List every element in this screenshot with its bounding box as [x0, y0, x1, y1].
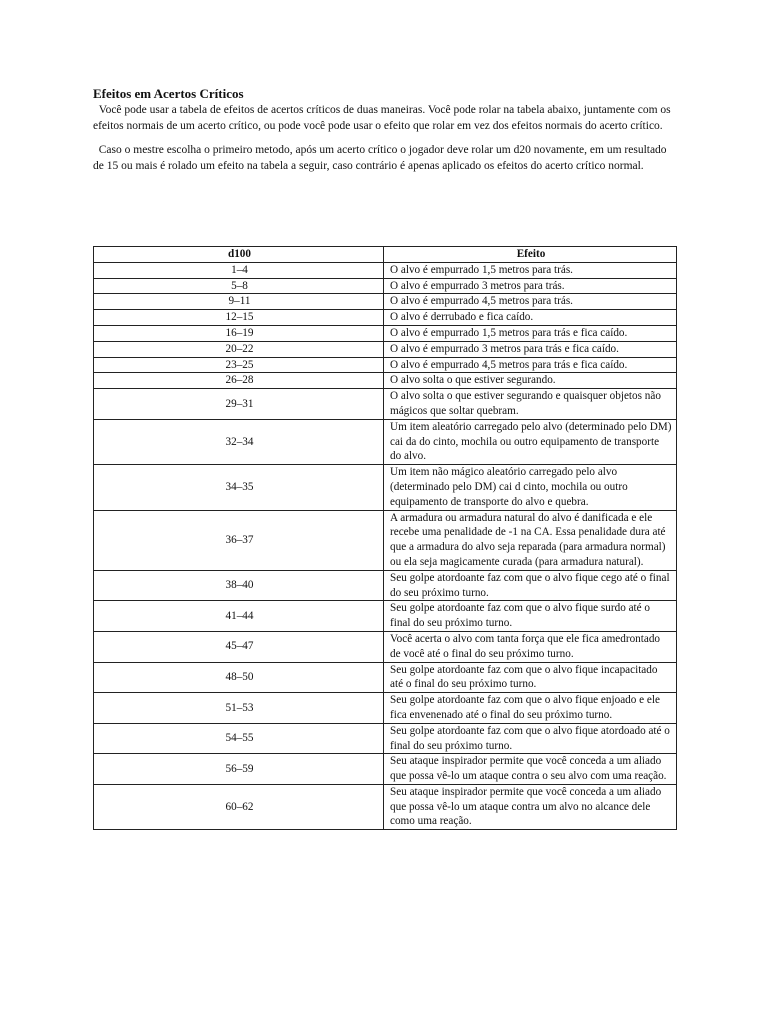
header-d100: d100 [94, 247, 384, 263]
table-row [94, 465, 677, 510]
effect-cell: Um item não mágico aleatório carregado pelo alvo (determinado pelo DM) cai d cinto, mochila ou outro equipamento de transporte do alvo e quebra. [384, 465, 677, 510]
table-header-row [94, 247, 677, 263]
effect-cell: Seu ataque inspirador permite que você conceda a um aliado que possa vê-lo um ataque contra o seu alvo com uma reação. [384, 754, 677, 785]
effect-cell: O alvo é empurrado 4,5 metros para trás. [384, 294, 677, 310]
page-title: Efeitos em Acertos Críticos [93, 86, 244, 101]
table-row [94, 631, 677, 662]
table-row [94, 754, 677, 785]
roll-range-cell: 9–11 [94, 294, 384, 310]
document-page [93, 86, 676, 828]
effect-cell: Você acerta o alvo com tanta força que ele fica amedrontado de você até o final do seu próximo turno. [384, 631, 677, 662]
rules-paragraph: Caso o mestre escolha o primeiro metodo, após um acerto crítico o jogador deve rolar um d20 novamente, em um resultado de 15 ou mais é rolado um efeito na tabela a seguir, caso contrário é apenas aplicado os efeitos do acerto crítico normal. [93, 144, 670, 172]
effect-cell: Seu golpe atordoante faz com que o alvo fique enjoado e ele fica envenenado até o final do seu próximo turno. [384, 693, 677, 724]
effect-cell: O alvo é derrubado e fica caído. [384, 310, 677, 326]
roll-range-cell: 56–59 [94, 754, 384, 785]
header-efeito: Efeito [384, 247, 677, 263]
critical-effects-table [93, 246, 677, 830]
roll-range-cell: 48–50 [94, 662, 384, 693]
roll-range-cell: 34–35 [94, 465, 384, 510]
effect-cell: O alvo é empurrado 3 metros para trás. [384, 278, 677, 294]
effect-cell: Seu golpe atordoante faz com que o alvo fique atordoado até o final do seu próximo turno. [384, 723, 677, 754]
roll-range-cell: 60–62 [94, 784, 384, 829]
table-row [94, 419, 677, 464]
intro-paragraph: Você pode usar a tabela de efeitos de acertos críticos de duas maneiras. Você pode rolar na tabela abaixo, juntamente com os efeitos normais de um acerto crítico, ou pode você pode usar o efeito que rolar em vez dos efeitos normais do acerto crítico. [93, 104, 674, 132]
table-row [94, 389, 677, 420]
roll-range-cell: 45–47 [94, 631, 384, 662]
effect-cell: O alvo solta o que estiver segurando e quaisquer objetos não mágicos que soltar quebram. [384, 389, 677, 420]
effect-cell: Seu golpe atordoante faz com que o alvo fique cego até o final do seu próximo turno. [384, 570, 677, 601]
roll-range-cell: 29–31 [94, 389, 384, 420]
table-row [94, 510, 677, 570]
roll-range-cell: 23–25 [94, 357, 384, 373]
effect-cell: Um item aleatório carregado pelo alvo (determinado pelo DM) cai da do cinto, mochila ou outro equipamento de transporte do alvo. [384, 419, 677, 464]
table-body [94, 262, 677, 829]
roll-range-cell: 38–40 [94, 570, 384, 601]
roll-range-cell: 26–28 [94, 373, 384, 389]
roll-range-cell: 12–15 [94, 310, 384, 326]
table-row [94, 601, 677, 632]
effect-cell: A armadura ou armadura natural do alvo é danificada e ele recebe uma penalidade de -1 na CA. Essa penalidade dura até que a armadura do alvo seja reparada (para armadura normal) ou ela seja magicamente curada (para armadura natural). [384, 510, 677, 570]
roll-range-cell: 41–44 [94, 601, 384, 632]
table-row [94, 278, 677, 294]
table-row [94, 341, 677, 357]
effect-cell: O alvo é empurrado 3 metros para trás e fica caído. [384, 341, 677, 357]
effect-cell: Seu ataque inspirador permite que você conceda a um aliado que possa vê-lo um ataque contra um alvo no alcance dele como uma reação. [384, 784, 677, 829]
table-row [94, 784, 677, 829]
table-row [94, 723, 677, 754]
roll-range-cell: 16–19 [94, 325, 384, 341]
effect-cell: Seu golpe atordoante faz com que o alvo fique incapacitado até o final do seu próximo turno. [384, 662, 677, 693]
roll-range-cell: 36–37 [94, 510, 384, 570]
table-row [94, 357, 677, 373]
effect-cell: O alvo é empurrado 1,5 metros para trás e fica caído. [384, 325, 677, 341]
roll-range-cell: 32–34 [94, 419, 384, 464]
roll-range-cell: 20–22 [94, 341, 384, 357]
effect-cell: Seu golpe atordoante faz com que o alvo fique surdo até o final do seu próximo turno. [384, 601, 677, 632]
table-row [94, 310, 677, 326]
table-row [94, 373, 677, 389]
table-row [94, 325, 677, 341]
effect-cell: O alvo é empurrado 1,5 metros para trás. [384, 262, 677, 278]
roll-range-cell: 5–8 [94, 278, 384, 294]
table-row [94, 693, 677, 724]
table-row [94, 262, 677, 278]
table-row [94, 294, 677, 310]
table-row [94, 662, 677, 693]
roll-range-cell: 1–4 [94, 262, 384, 278]
roll-range-cell: 54–55 [94, 723, 384, 754]
roll-range-cell: 51–53 [94, 693, 384, 724]
effect-cell: O alvo solta o que estiver segurando. [384, 373, 677, 389]
table-row [94, 570, 677, 601]
effect-cell: O alvo é empurrado 4,5 metros para trás e fica caído. [384, 357, 677, 373]
